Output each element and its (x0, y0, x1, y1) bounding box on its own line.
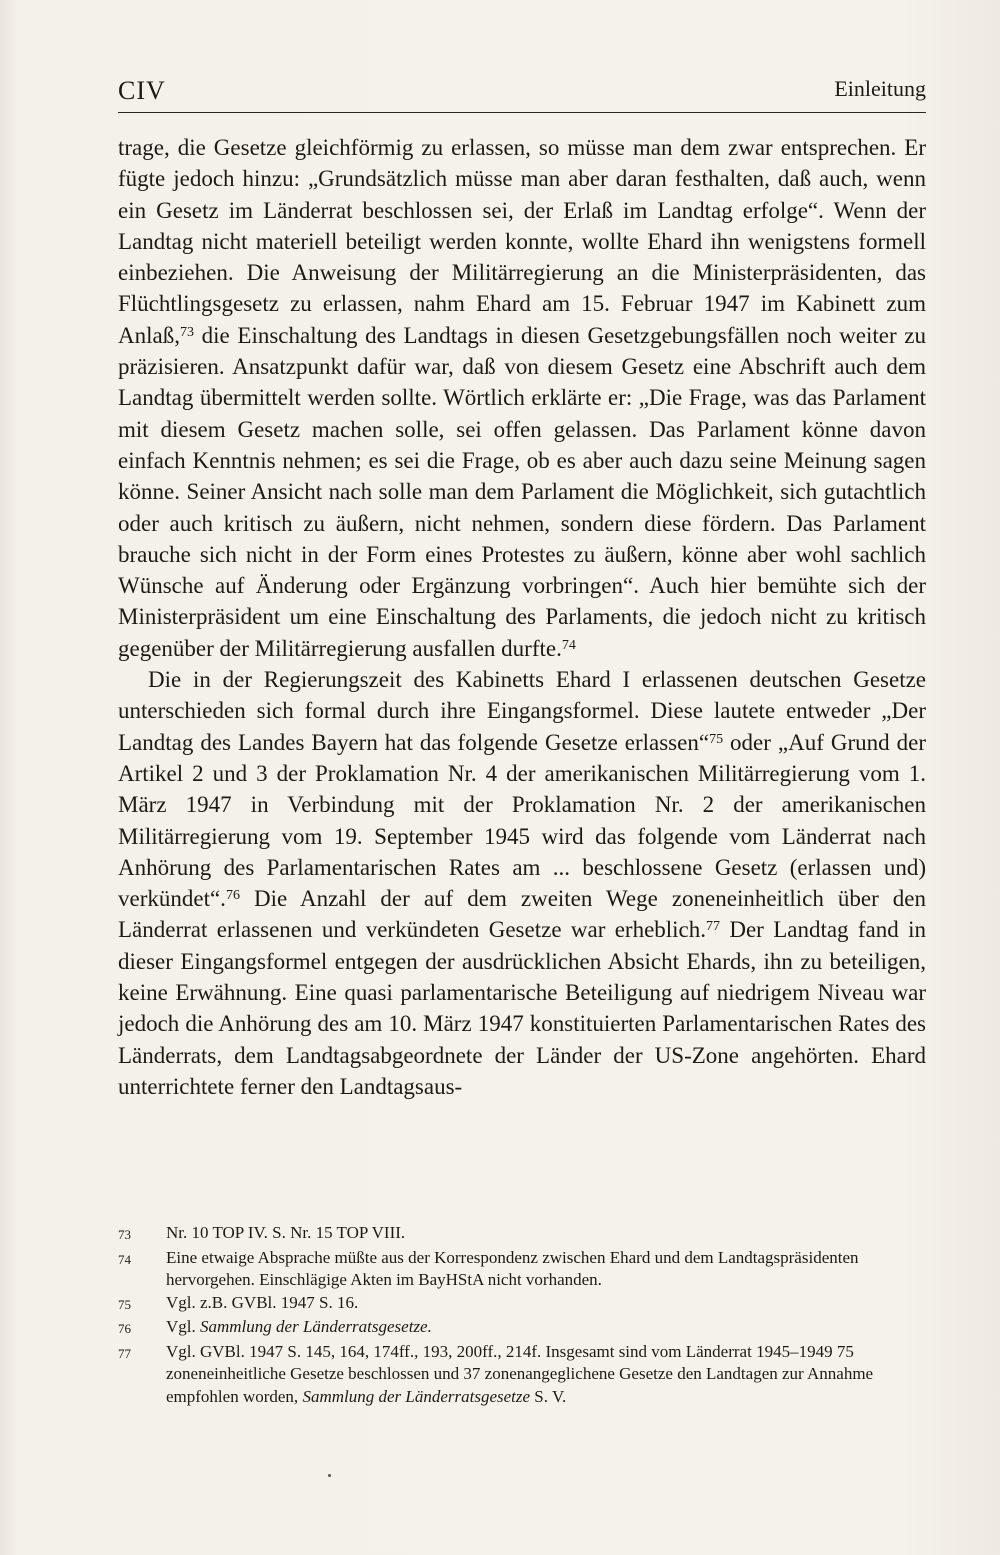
footnote-76 (118, 1316, 926, 1341)
paragraph-2-text-d: Der Landtag fand in dieser Eingangsformel entgegen der ausdrücklichen Absicht Ehards, ihn zu beteiligen, keine Erwähnung. Eine quasi parlamentarische Beteiligung auf niedrigem Niveau war jedoch die Anhörung des am 10. März 1947 konstituierten Parlamentarischen Rates des Länderrats, dem Landtagsabgeordnete der Länder der US-Zone angehörten. Ehard unterrichtete ferner den Landtagsaus- (118, 917, 927, 1099)
footnote-text-plain: Vgl. GVBl. 1947 S. 145, 164, 174ff., 193, 200ff., 214f. Insgesamt sind vom Länderrat 1945–1949 75 zoneneinheitliche Gesetze beschlossen und 37 zonenangeglichene Gesetze den Landtagen zur Annahme empfohlen worden, (166, 1341, 874, 1406)
paragraph-2-text-a: Die in der Regierungszeit des Kabinetts Ehard I erlassenen deutschen Gesetze unterschieden sich formal durch ihre Eingangsformel. Diese lautete entweder „Der Landtag des Landes Bayern hat das folgende Gesetze erlassen“ (118, 667, 926, 755)
footnote-number: 77 (118, 1345, 131, 1361)
running-title: Einleitung (834, 76, 926, 101)
footnote-number: 76 (118, 1321, 131, 1336)
header-rule (118, 112, 926, 113)
page-header (118, 76, 926, 110)
footnote-text: Vgl. z.B. GVBl. 1947 S. 16. (166, 1292, 359, 1312)
footnote-77 (118, 1341, 926, 1409)
footnote-text (166, 1316, 926, 1341)
footnote-text-plain: Vgl. (166, 1317, 200, 1336)
main-text (118, 132, 926, 1102)
footnote-ref-74[interactable]: 74 (561, 637, 576, 653)
paragraph-1-text-b: die Einschaltung des Landtags in diesen Gesetzgebungsfällen noch weiter zu präzisieren. Ansatzpunkt dafür war, daß von diesem Gesetz eine Abschrift auch dem Landtag übermittelt werden sollte. Wörtlich erklärte er: „Die Frage, was das Parlament mit diesem Gesetz machen solle, sei offen gelassen. Das Parlament könne davon einfach Kenntnis nehmen; es sei die Frage, ob es aber auch dazu seine Meinung sagen könne. Seiner Ansicht nach solle man dem Parlament die Möglichkeit, sich gutachtlich oder auch kritisch zu äußern, nicht nehmen, sondern diese fördern. Das Parlament brauche sich nicht in der Form eines Protestes zu äußern, könne aber wohl sachlich Wünsche auf Änderung oder Ergänzung vorbringen“. Auch hier bemühte sich der Ministerpräsident um eine Einschaltung des Parlaments, die jedoch nicht zu kritisch gegenüber der Militärregierung ausfallen durfte. (118, 322, 926, 661)
footnote-text-italic: Sammlung der Länderratsgesetze (302, 1386, 531, 1406)
footnote-ref-76[interactable]: 76 (225, 888, 240, 904)
page-number: CIV (118, 76, 166, 105)
footnotes (118, 1222, 926, 1408)
footnote-ref-77[interactable]: 77 (706, 919, 721, 935)
paragraph-2-text-b: oder „Auf Grund der Artikel 2 und 3 der Proklamation Nr. 4 der amerikanischen Militärregierung vom 1. März 1947 in Verbindung mit der Proklamation Nr. 2 der amerikanischen Militärregierung vom 19. September 1945 wird das folgende vom Länderrat nach Anhörung des Parlamentarischen Rates am ... beschlossene Gesetz (erlassen und) verkündet“. (118, 729, 926, 912)
footnote-number: 75 (118, 1296, 131, 1312)
paragraph-1-text-a: trage, die Gesetze gleichförmig zu erlassen, so müsse man dem zwar entsprechen. Er fügte jedoch hinzu: „Grundsätzlich müsse man aber daran festhalten, daß auch, wenn ein Gesetz im Länderrat beschlossen sei, der Erlaß im Landtag erfolge“. Wenn der Landtag nicht materiell beteiligt werden konnte, wollte Ehard ihn wenigstens formell einbeziehen. Die Anweisung der Militärregierung an die Ministerpräsidenten, das Flüchtlingsgesetz zu erlassen, nahm Ehard am 15. Februar 1947 im Kabinett zum Anlaß, (118, 135, 926, 348)
paper-speck (328, 1474, 331, 1477)
footnote-text: Eine etwaige Absprache müßte aus der Korrespondenz zwischen Ehard und dem Landtagspräsidenten hervorgehen. Einschlägige Akten im BayHStA nicht vorhanden. (166, 1247, 859, 1289)
footnote-75 (118, 1292, 926, 1317)
footnote-number: 74 (118, 1251, 131, 1267)
footnote-ref-73[interactable]: 73 (179, 324, 194, 340)
paragraph-2-text-c: Die Anzahl der auf dem zweiten Wege zoneneinheitlich über den Länderrat erlassenen und verkündeten Gesetze war erheblich. (118, 886, 926, 943)
footnote-text-plain-end: S. V. (530, 1386, 567, 1406)
footnote-ref-75[interactable]: 75 (709, 731, 724, 747)
footnote-text-italic: Sammlung der Länderratsgesetze. (200, 1317, 432, 1336)
footnote-text (166, 1341, 926, 1409)
footnote-73 (118, 1222, 926, 1247)
footnote-74 (118, 1247, 926, 1292)
paragraph-2 (118, 664, 926, 1102)
paragraph-1 (118, 132, 926, 664)
footnote-text: Nr. 10 TOP IV. S. Nr. 15 TOP VIII. (166, 1223, 406, 1242)
footnote-number: 73 (118, 1227, 131, 1242)
